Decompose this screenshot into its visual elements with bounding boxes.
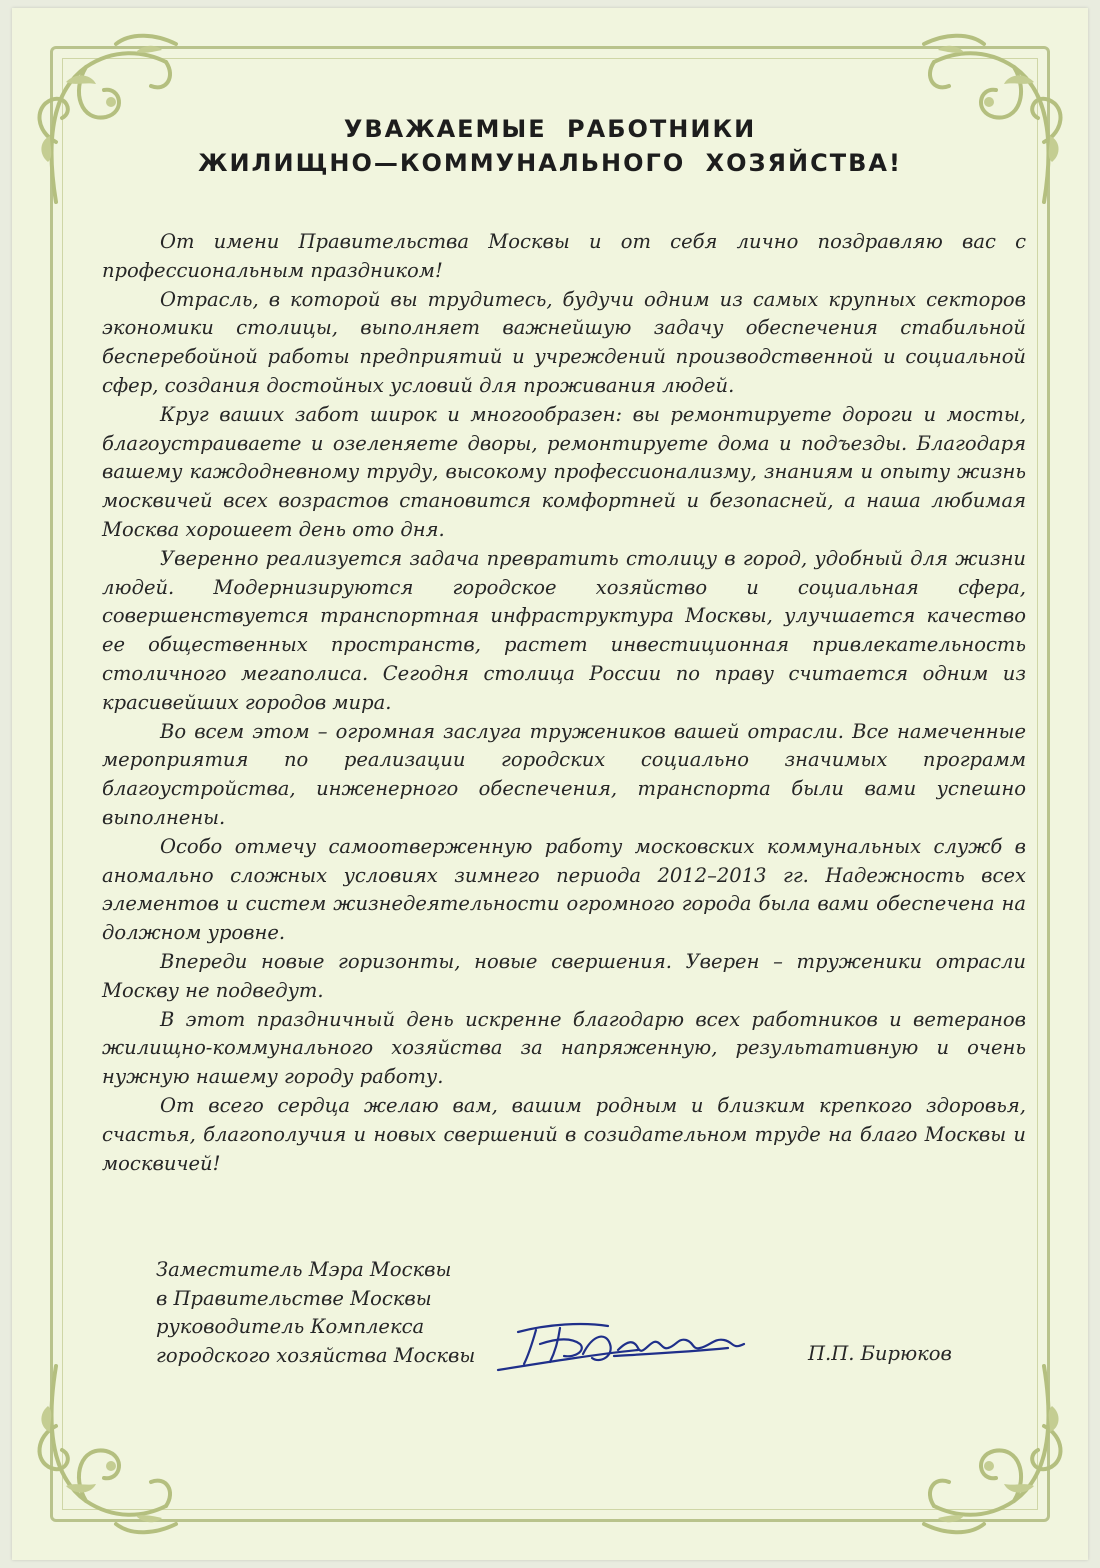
letter-body	[102, 228, 1026, 1178]
heading-line-1: УВАЖАЕМЫЕ РАБОТНИКИ	[343, 115, 757, 143]
paragraph: Отрасль, в которой вы трудитесь, будучи одним из самых крупных секторов экономики столицы, выполняет важнейшую задачу обеспечения стабильной бесперебойной работы предприятий и учреждений производственной и социальной сфер, создания достойных условий для проживания людей.	[102, 287, 1026, 397]
letter-heading	[12, 112, 1088, 180]
handwritten-signature	[488, 1304, 768, 1384]
paragraph: От имени Правительства Москвы и от себя лично поздравляю вас с профессиональным праздником!	[102, 230, 1026, 282]
signatory-title-line: городского хозяйства Москвы	[156, 1343, 476, 1367]
flourish-corner-icon	[904, 1356, 1074, 1546]
signatory-name: П.П. Бирюков	[808, 1342, 952, 1365]
paragraph: Уверенно реализуется задача превратить столицу в город, удобный для жизни людей. Модернизируются городское хозяйство и социальная сфера, совершенствуется транспортная инфраструктура Москвы, улучшается качество ее общественных пространств, растет инвестиционная привлекательность столичного мегаполиса. Сегодня столица России по праву считается одним из красивейших городов мира.	[102, 546, 1026, 714]
flourish-corner-icon	[26, 1356, 196, 1546]
signatory-title-line: Заместитель Мэра Москвы	[156, 1258, 452, 1281]
letter-sheet	[12, 8, 1088, 1560]
paragraph: От всего сердца желаю вам, вашим родным и близким крепкого здоровья, счастья, благополучия и новых свершений в созидательном труде на благо Москвы и москвичей!	[102, 1093, 1026, 1175]
signatory-title-line: руководитель Комплекса	[156, 1315, 425, 1338]
paragraph: Впереди новые горизонты, новые свершения. Уверен – труженики отрасли Москву не подведут.	[102, 949, 1026, 1002]
signatory-title	[156, 1256, 475, 1370]
paragraph: Круг ваших забот широк и многообразен: вы ремонтируете дороги и мосты, благоустраиваете и озеленяете дворы, ремонтируете дома и подъезды. Благодаря вашему каждодневному труду, высокому профессионализму, знаниям и опыту жизнь москвичей всех возрастов становится комфортней и безопасней, а наша любимая Москва хорошеет день ото дня.	[102, 402, 1026, 541]
signatory-title-line: в Правительстве Москвы	[156, 1286, 432, 1310]
paragraph: Особо отмечу самоотверженную работу московских коммунальных служб в аномально сложных условиях зимнего периода 2012–2013 гг. Надежность всех элементов и систем жизнедеятельности огромного города была вами обеспечена на должном уровне.	[102, 834, 1026, 945]
paragraph: Во всем этом – огромная заслуга тружеников вашей отрасли. Все намеченные мероприятия по реализации городских социально значимых программ благоустройства, инженерного обеспечения, транспорта были вами успешно выполнены.	[102, 719, 1026, 829]
paragraph: В этот праздничный день искренне благодарю всех работников и ветеранов жилищно-коммунального хозяйства за напряженную, результативную и очень нужную нашему городу работу.	[102, 1007, 1026, 1089]
heading-line-2: ЖИЛИЩНО—КОММУНАЛЬНОГО ХОЗЯЙСТВА!	[198, 149, 902, 177]
